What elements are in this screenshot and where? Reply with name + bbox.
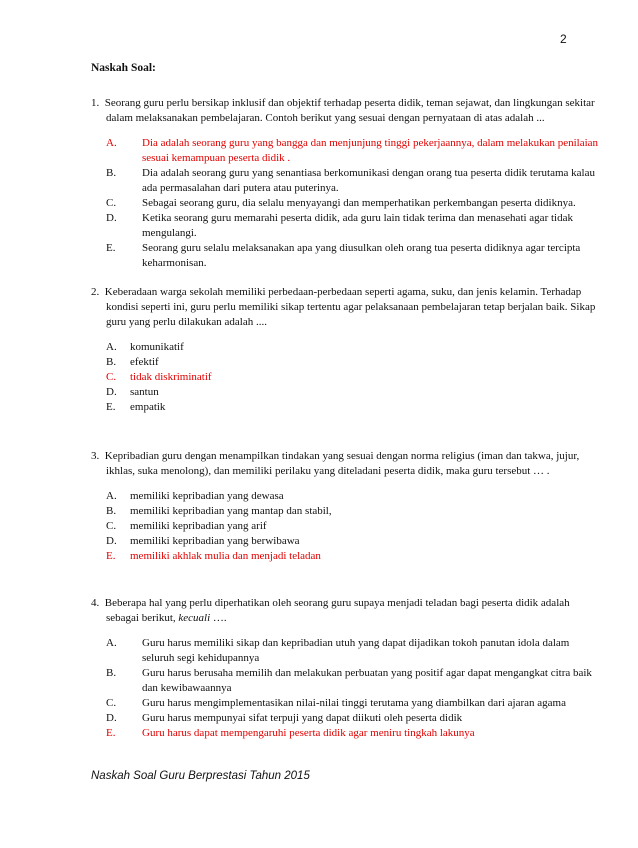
question-3-options (91, 489, 601, 564)
option-letter: D. (106, 535, 117, 547)
question-stem: Kepribadian guru dengan menampilkan tindakan yang sesuai dengan norma religius (iman dan takwa, jujur, ikhlas, suka menolong), dan memiliki perilaku yang diteladani peserta didik, maka guru tersebut … . (104, 450, 580, 477)
option-2b (91, 355, 601, 370)
page-number: 2 (560, 32, 567, 46)
question-2-text (91, 285, 601, 330)
question-3-text (91, 449, 601, 479)
question-1-options (91, 136, 601, 271)
option-text: memiliki akhlak mulia dan menjadi teladan (130, 550, 321, 562)
option-text: memiliki kepribadian yang mantap dan stabil, (130, 505, 332, 517)
question-number: 2. (91, 286, 100, 298)
option-text: memiliki kepribadian yang dewasa (130, 490, 284, 502)
option-4a (91, 636, 601, 666)
option-2e (91, 400, 601, 415)
option-text: memiliki kepribadian yang berwibawa (130, 535, 300, 547)
option-4d (91, 711, 601, 726)
question-stem: Beberapa hal yang perlu diperhatikan oleh seorang guru supaya menjadi teladan bagi peserta didik adalah sebagai berikut, (104, 597, 570, 624)
option-letter: E. (106, 727, 116, 739)
option-text: Guru harus dapat mempengaruhi peserta didik agar meniru tingkah lakunya (142, 727, 475, 739)
option-3b (91, 504, 601, 519)
option-1a (91, 136, 601, 166)
option-text: Seorang guru selalu melaksanakan apa yang diusulkan oleh orang tua peserta didiknya agar tercipta keharmonisan. (142, 242, 581, 269)
option-2d (91, 385, 601, 400)
question-number: 3. (91, 450, 100, 462)
question-3 (91, 449, 601, 564)
question-list (91, 96, 601, 741)
option-text: Dia adalah seorang guru yang senantiasa berkomunikasi dengan orang tua peserta didik terutama kalau ada permasalahan dari putera atau puterinya. (142, 167, 595, 194)
option-text: Dia adalah seorang guru yang bangga dan menjunjung tinggi pekerjaannya, dalam melakukan penilaian sesuai kemampuan peserta didik . (142, 137, 599, 164)
question-4-options (91, 636, 601, 741)
option-2c (91, 370, 601, 385)
option-letter: E. (106, 401, 116, 413)
option-3c (91, 519, 601, 534)
option-letter: D. (106, 386, 117, 398)
option-1d (91, 211, 601, 241)
question-1 (91, 96, 601, 271)
option-text: Guru harus mengimplementasikan nilai-nilai tinggi terutama yang diambilkan dari ajaran agama (142, 697, 566, 709)
question-number: 1. (91, 97, 100, 109)
option-2a (91, 340, 601, 355)
option-text: Guru harus memiliki sikap dan kepribadian utuh yang dapat dijadikan tokoh panutan idola dalam seluruh segi kehidupannya (142, 637, 570, 664)
question-number: 4. (91, 597, 100, 609)
option-3e (91, 549, 601, 564)
option-text: memiliki kepribadian yang arif (130, 520, 267, 532)
option-letter: A. (106, 341, 117, 353)
option-letter: C. (106, 520, 117, 532)
option-letter: B. (106, 667, 117, 679)
option-text: efektif (130, 356, 159, 368)
option-1c (91, 196, 601, 211)
option-letter: C. (106, 697, 117, 709)
option-text: empatik (130, 401, 166, 413)
option-text: santun (130, 386, 159, 398)
option-text: Guru harus berusaha memilih dan melakukan perbuatan yang positif agar dapat mengangkat citra baik dan kewibawaannya (142, 667, 592, 694)
option-text: komunikatif (130, 341, 184, 353)
option-letter: C. (106, 197, 117, 209)
option-letter: B. (106, 505, 117, 517)
option-letter: E. (106, 550, 116, 562)
option-text: Ketika seorang guru memarahi peserta didik, ada guru lain tidak terima dan menasehati agar tidak mengulangi. (142, 212, 573, 239)
option-text: Sebagai seorang guru, dia selalu menyayangi dan memperhatikan perkembangan peserta didiknya. (142, 197, 576, 209)
option-letter: D. (106, 212, 117, 224)
option-4e (91, 726, 601, 741)
question-2-options (91, 340, 601, 415)
question-1-text (91, 96, 601, 126)
question-4-text (91, 596, 601, 626)
option-letter: C. (106, 371, 117, 383)
question-2 (91, 285, 601, 415)
option-3a (91, 489, 601, 504)
question-stem: Seorang guru perlu bersikap inklusif dan objektif terhadap peserta didik, teman sejawat, dan lingkungan sekitar dalam melaksanakan pembelajaran. Contoh berikut yang sesuai dengan pernyataan di atas adalah ... (104, 97, 595, 124)
option-3d (91, 534, 601, 549)
option-1e (91, 241, 601, 271)
option-letter: A. (106, 137, 117, 149)
page-footer: Naskah Soal Guru Berprestasi Tahun 2015 (91, 770, 310, 782)
option-letter: B. (106, 167, 117, 179)
option-1b (91, 166, 601, 196)
option-text: tidak diskriminatif (130, 371, 212, 383)
option-letter: B. (106, 356, 117, 368)
option-letter: D. (106, 712, 117, 724)
document-heading: Naskah Soal: (91, 62, 156, 74)
option-letter: E. (106, 242, 116, 254)
option-letter: A. (106, 637, 117, 649)
question-stem-italic: kecuali (178, 612, 211, 624)
option-4b (91, 666, 601, 696)
question-stem: Keberadaan warga sekolah memiliki perbedaan-perbedaan seperti agama, suku, dan jenis kelamin. Terhadap kondisi seperti ini, guru perlu memiliki sikap tertentu agar pelaksanaan pembelajaran tetap berjalan baik. Sikap guru yang perlu dilakukan adalah .... (104, 286, 596, 328)
option-letter: A. (106, 490, 117, 502)
option-text: Guru harus mempunyai sifat terpuji yang dapat diikuti oleh peserta didik (142, 712, 463, 724)
option-4c (91, 696, 601, 711)
question-4 (91, 596, 601, 741)
question-stem-end: …. (210, 612, 227, 624)
